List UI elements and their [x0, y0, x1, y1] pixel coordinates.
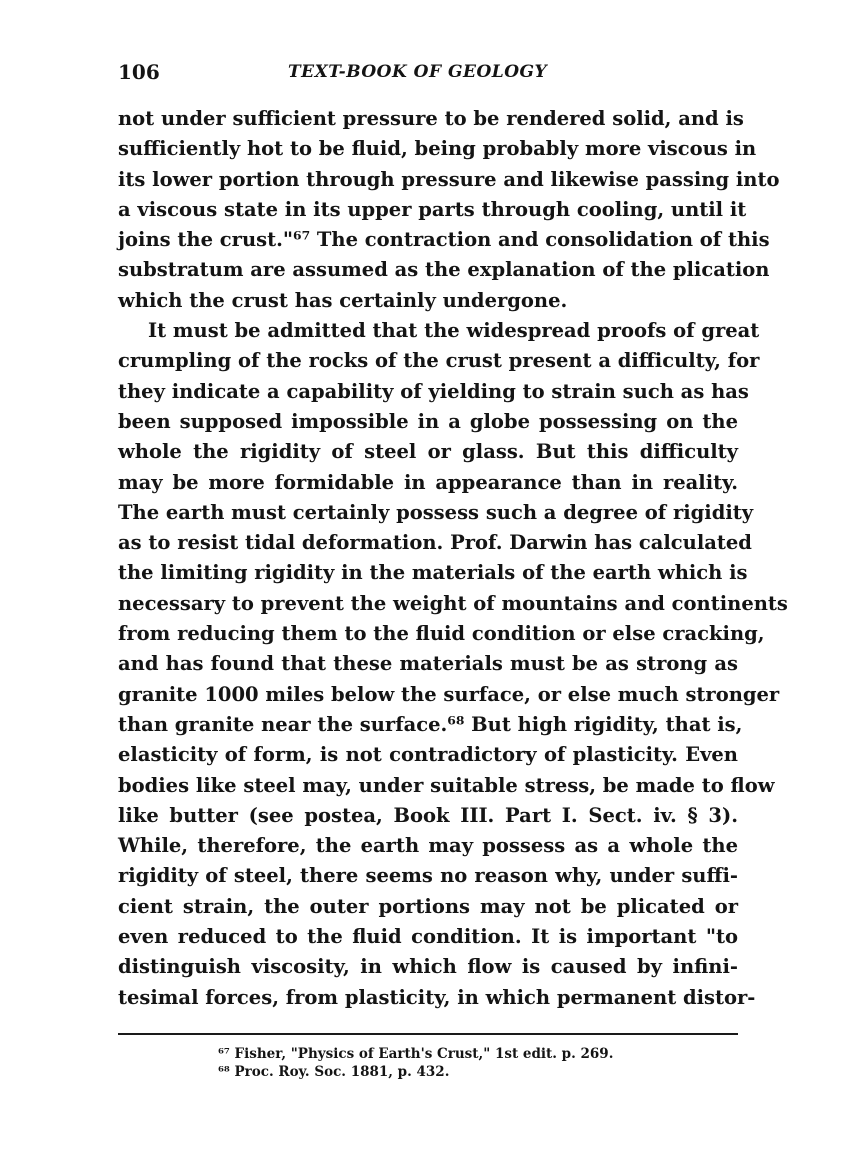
text-line: The earth must certainly possess such a degree of rigidity — [118, 500, 754, 524]
footnote-divider — [118, 1033, 738, 1035]
text-line: a viscous state in its upper parts through cooling, until it — [118, 197, 747, 221]
page-number: 106 — [118, 60, 160, 84]
text-line: not under sufficient pressure to be rendered solid, and is — [118, 107, 744, 130]
text-line: bodies like steel may, under suitable stress, be made to flow — [118, 773, 775, 797]
text-line: whole the rigidity of steel or glass. But this difficulty — [118, 440, 738, 464]
text-line: substratum are assumed as the explanation of the plication — [118, 258, 770, 282]
text-line: necessary to prevent the weight of mountains and continents — [118, 591, 788, 615]
text-line: which the crust has certainly undergone. — [118, 288, 568, 312]
running-head: TEXT-BOOK OF GEOLOGY — [288, 62, 548, 82]
text-line: they indicate a capability of yielding to strain such as has — [118, 379, 749, 403]
text-line: than granite near the surface.⁶⁸ But high rigidity, that is, — [118, 712, 743, 736]
text-line: like butter (see postea, Book III. Part I. Sect. iv. § 3). — [118, 803, 738, 827]
text-line: tesimal forces, from plasticity, in which permanent distor- — [118, 985, 756, 1009]
text-line: its lower portion through pressure and likewise passing into — [118, 167, 780, 191]
footnote-67: ⁶⁷ Fisher, "Physics of Earth's Crust," 1st edit. p. 269. — [218, 1046, 614, 1062]
text-line: While, therefore, the earth may possess as a whole the — [118, 834, 738, 858]
text-line: sufficiently hot to be fluid, being probably more viscous in — [118, 137, 757, 161]
text-line: crumpling of the rocks of the crust present a difficulty, for — [118, 349, 760, 373]
text-line: cient strain, the outer portions may not be plicated or — [118, 894, 738, 918]
text-line: the limiting rigidity in the materials of the earth which is — [118, 561, 748, 585]
text-line: as to resist tidal deformation. Prof. Darwin has calculated — [118, 531, 752, 555]
text-line: distinguish viscosity, in which flow is caused by infini- — [118, 955, 738, 979]
footnote-68: ⁶⁸ Proc. Roy. Soc. 1881, p. 432. — [218, 1064, 450, 1080]
page-header — [118, 60, 738, 90]
text-line: granite 1000 miles below the surface, or else much stronger — [118, 682, 780, 706]
body-text — [118, 104, 788, 1013]
footnotes — [218, 1045, 613, 1081]
text-line: joins the crust."⁶⁷ The contraction and consolidation of this — [118, 228, 770, 252]
text-line: elasticity of form, is not contradictory of plasticity. Even — [118, 743, 738, 767]
text-line: even reduced to the fluid condition. It is important "to — [118, 925, 738, 949]
text-line: been supposed impossible in a globe possessing on the — [118, 409, 738, 433]
text-line: rigidity of steel, there seems no reason why, under suffi- — [118, 864, 738, 888]
text-line: It must be admitted that the widespread proofs of great — [148, 319, 760, 343]
text-line: from reducing them to the fluid condition or else cracking, — [118, 622, 765, 646]
text-line: may be more formidable in appearance than in reality. — [118, 470, 738, 494]
text-line: and has found that these materials must be as strong as — [118, 652, 738, 676]
